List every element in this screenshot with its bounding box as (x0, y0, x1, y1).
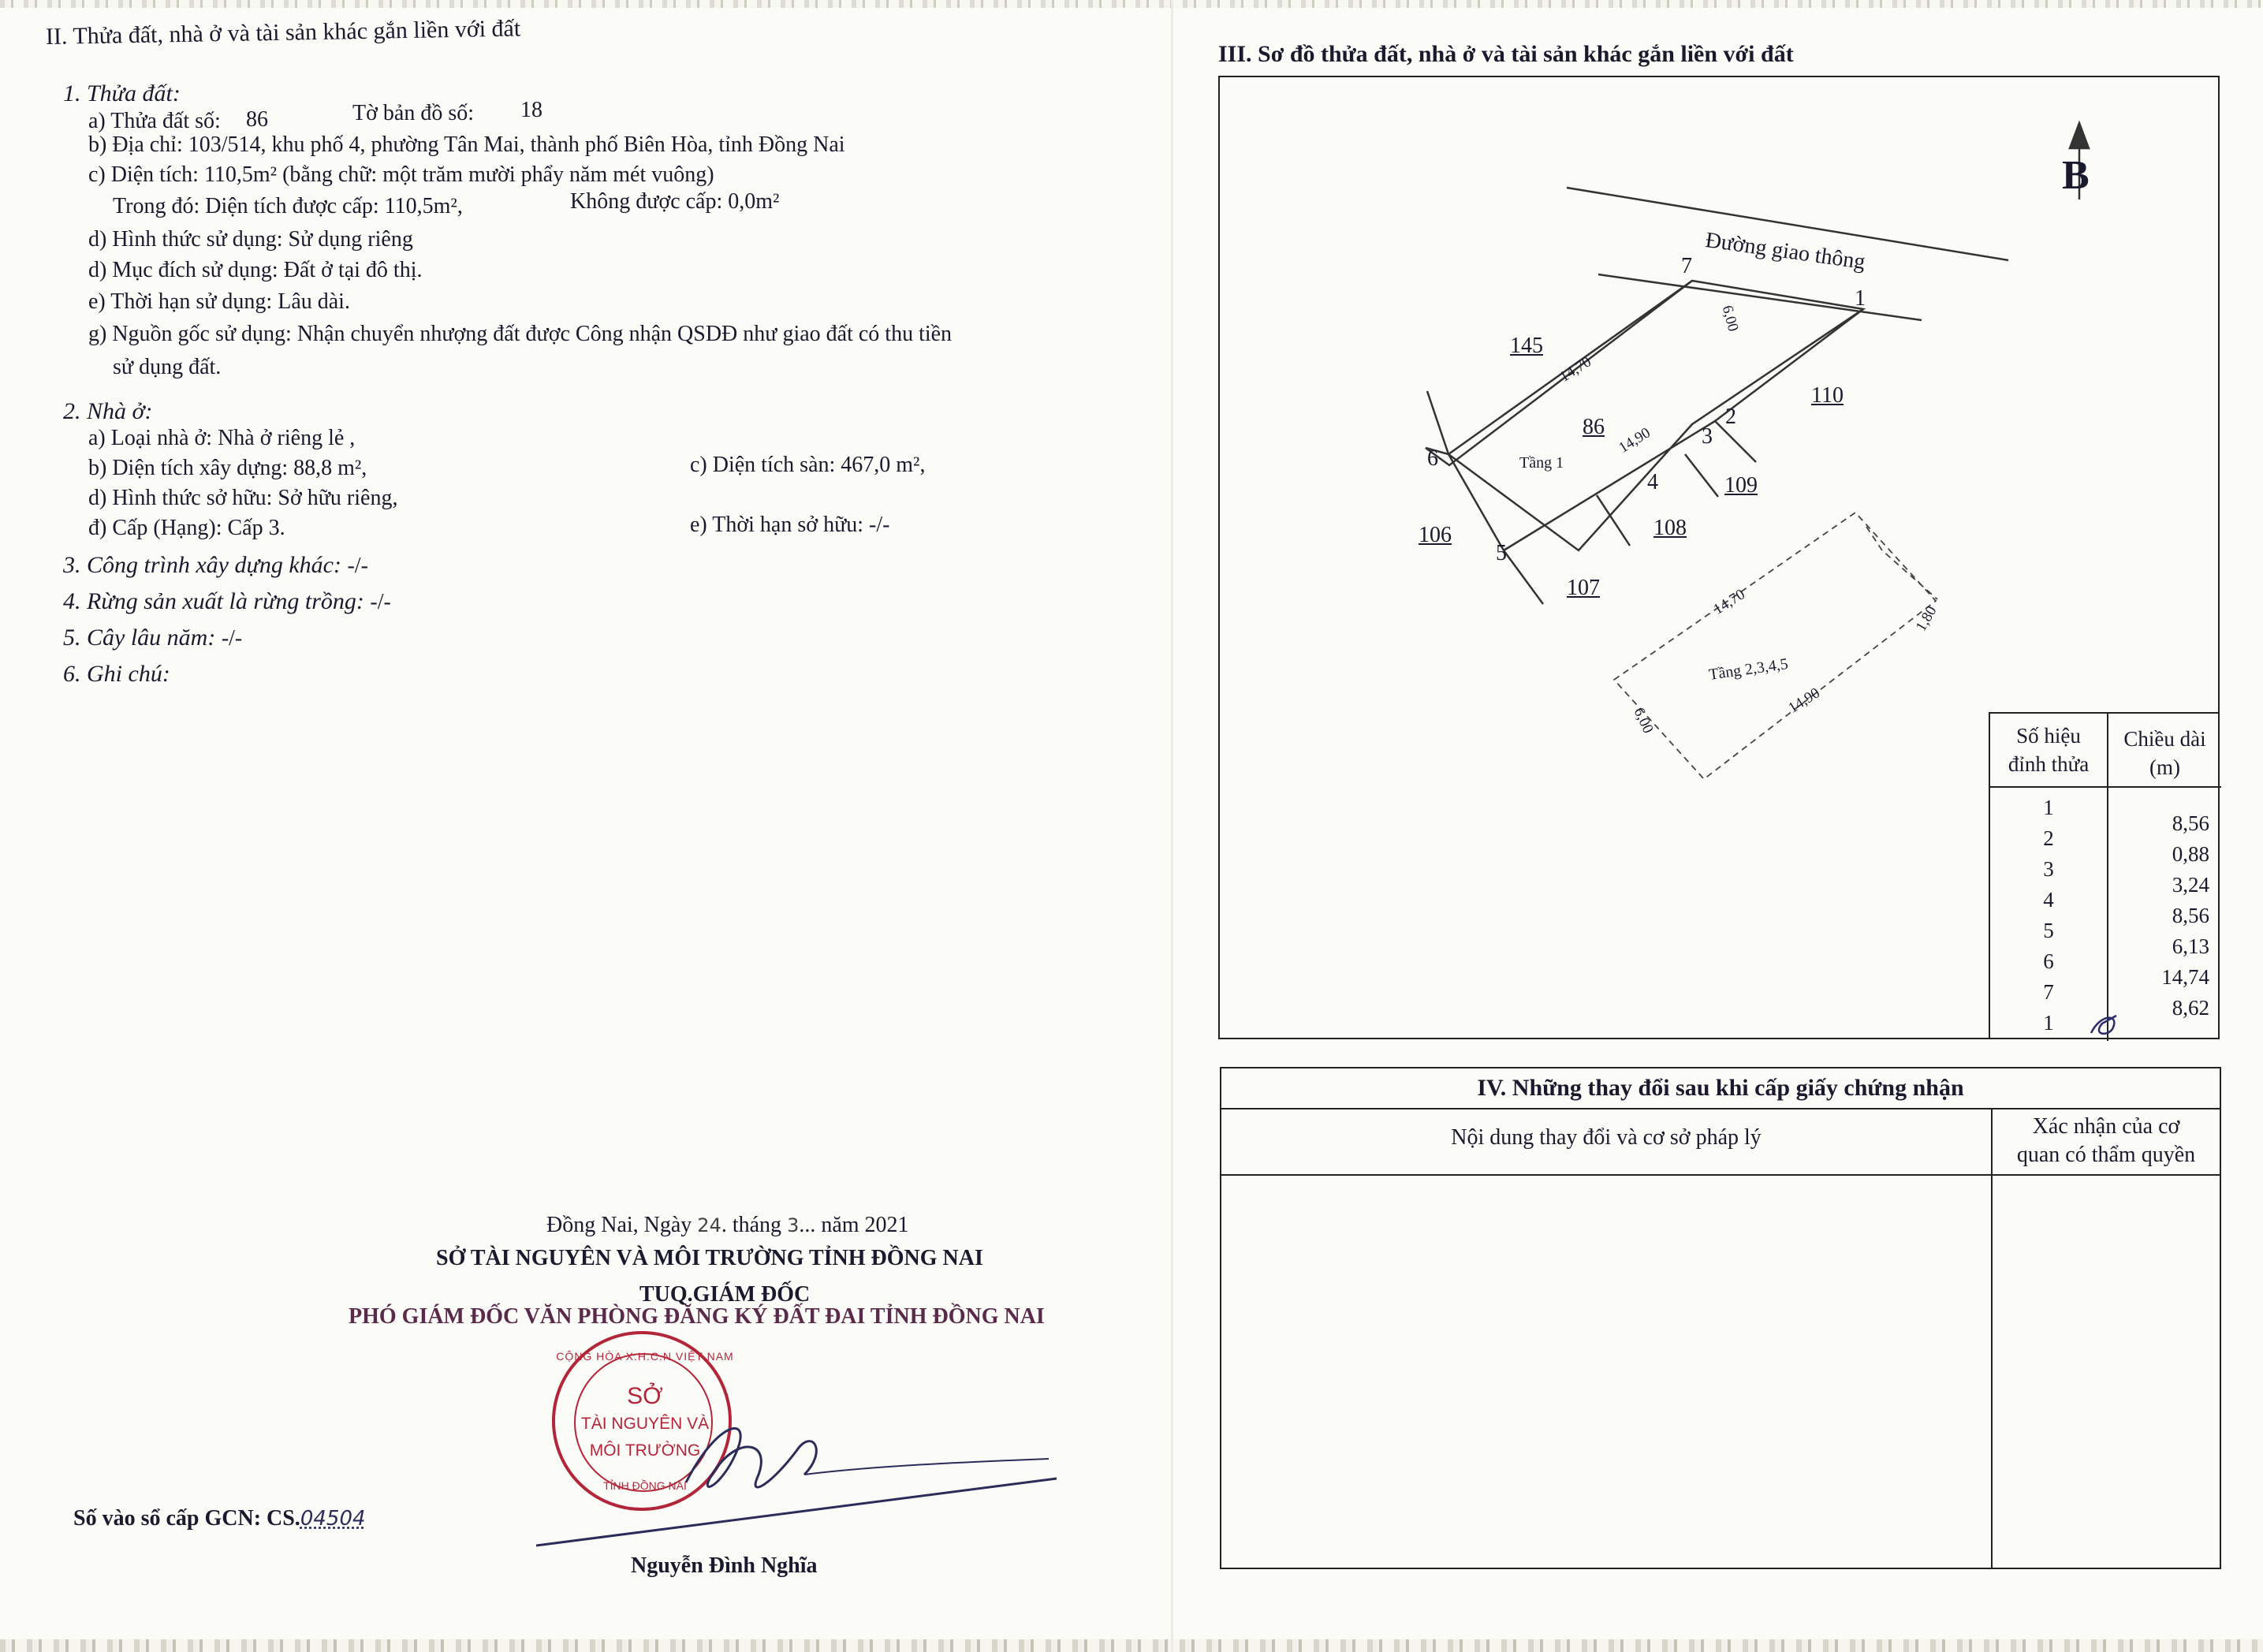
changes-col-divider (1991, 1108, 1993, 1568)
date-prefix: Đồng Nai, Ngày (546, 1213, 692, 1237)
boundary-stub-107-108 (1597, 495, 1630, 546)
house-build-area: b) Diện tích xây dựng: 88,8 m², (88, 456, 367, 480)
table-row-pt: 5 (2043, 919, 2054, 942)
vertex-4: 4 (1647, 470, 1658, 494)
issuing-org: SỞ TÀI NGUYÊN VÀ MÔI TRƯỜNG TỈNH ĐỒNG NAI (436, 1246, 983, 1270)
perennial-trees (63, 625, 242, 651)
stamp-outer-text: CỘNG HÒA X.H.C.N VIỆT NAM (556, 1350, 734, 1363)
paper-bottom-edge (0, 1639, 2263, 1652)
house-type: a) Loại nhà ở: Nhà ở riêng lẻ , (88, 426, 356, 450)
table-row-len: 0,88 (2172, 842, 2209, 866)
usage-origin-cont: sử dụng đất. (113, 355, 222, 379)
changes-col-confirm-l2: quan có thẩm quyền (2016, 1143, 2196, 1167)
changes-col-confirm-l1: Xác nhận của cơ (2032, 1114, 2180, 1139)
registry-label: Số vào sổ cấp GCN: CS. (73, 1506, 300, 1531)
date-day: 24 (697, 1214, 721, 1236)
vertex-1: 1 (1855, 286, 1866, 311)
issue-date: Đồng Nai, Ngày 24. tháng 3... năm 2021 (546, 1213, 909, 1237)
house-floor-area: c) Diện tích sàn: 467,0 m², (690, 453, 926, 477)
registry-number (73, 1506, 366, 1531)
perennial-trees-label: 5. Cây lâu năm: (63, 625, 216, 651)
parcel-heading: 1. Thửa đất: (63, 80, 181, 106)
house-heading: 2. Nhà ở: (63, 398, 153, 424)
table-row-len: 14,74 (2161, 965, 2209, 989)
usage-purpose: d) Mục đích sử dụng: Đất ở tại đô thị. (88, 258, 423, 282)
neighbor-110: 110 (1811, 383, 1844, 408)
stamp-line2: TÀI NGUYÊN VÀ (580, 1415, 710, 1433)
north-symbol: B (2062, 153, 2090, 198)
parcel-number-label-map: 86 (1583, 415, 1605, 439)
vertex-5: 5 (1496, 541, 1507, 565)
table-row-pt: 2 (2043, 826, 2054, 850)
table-row-len: 8,62 (2172, 996, 2209, 1020)
table-header-length-l1: Chiều dài (2123, 727, 2206, 751)
neighbor-108: 108 (1653, 516, 1687, 540)
vertex-3: 3 (1702, 424, 1713, 449)
usage-term: e) Thời hạn sử dụng: Lâu dài. (88, 289, 350, 314)
parcel-86-outline (1426, 281, 1863, 550)
table-header-vertex-l2: đỉnh thửa (2008, 752, 2090, 776)
registry-value: 04504 (300, 1507, 366, 1531)
table-row-len: 3,24 (2172, 873, 2209, 897)
table-header-length (2108, 725, 2221, 781)
parcel-address: b) Địa chỉ: 103/514, khu phố 4, phường Tân Mai, thành phố Biên Hòa, tỉnh Đồng Nai (88, 132, 845, 157)
neighbor-145: 145 (1510, 334, 1543, 358)
vertex-7: 7 (1681, 254, 1692, 278)
map-sheet-label: Tờ bản đồ số: (352, 101, 475, 125)
table-row-pt: 1 (2043, 796, 2054, 819)
table-row-len: 8,56 (2172, 811, 2209, 835)
section-title-land: II. Thửa đất, nhà ở và tài sản khác gắn liền với đất (45, 15, 521, 50)
north-arrow-head (2070, 123, 2089, 148)
usage-origin: g) Nguồn gốc sử dụng: Nhận chuyển nhượng đất được Công nhận QSDĐ như giao đất có thu tiền (88, 322, 953, 346)
table-header-length-l2: (m) (2149, 755, 2180, 779)
vertex-length-table (1989, 712, 2220, 1039)
table-row-len: 6,13 (2172, 934, 2209, 958)
planted-forest-value: -/- (370, 590, 391, 614)
dim-upper-back: 6,00 (1630, 705, 1657, 737)
dim-right-side: 14,90 (1616, 424, 1653, 457)
parcel-area: c) Diện tích: 110,5m² (bằng chữ: một trăm mười phẩy năm mét vuông) (88, 162, 714, 187)
table-header-line (1990, 786, 2221, 788)
date-year: năm 2021 (821, 1213, 909, 1237)
changes-header-line (1221, 1174, 2220, 1176)
house-grade: đ) Cấp (Hạng): Cấp 3. (88, 516, 285, 540)
paper-top-edge (0, 0, 2263, 8)
table-row-pt: 1 (2043, 1011, 2054, 1035)
changes-col-content: Nội dung thay đổi và cơ sở pháp lý (1451, 1125, 1762, 1150)
table-row-pt: 7 (2043, 980, 2054, 1004)
signature-mark (536, 1404, 1072, 1561)
other-works (63, 552, 368, 579)
notes-label: 6. Ghi chú: (63, 661, 170, 687)
house-ownership: d) Hình thức sở hữu: Sở hữu riêng, (88, 486, 398, 510)
sketch-frame (1218, 76, 2220, 1039)
parcel-area-granted: Trong đó: Diện tích được cấp: 110,5m², (113, 194, 463, 218)
table-row-pt: 4 (2043, 888, 2054, 912)
perennial-trees-value: -/- (221, 626, 243, 651)
on-behalf-title: TUQ.GIÁM ĐỐC (639, 1282, 811, 1307)
planted-forest-label: 4. Rừng sản xuất là rừng trồng: (63, 588, 364, 614)
neighbor-106: 106 (1419, 523, 1452, 547)
dim-upper-right: 14,90 (1785, 684, 1823, 717)
map-sheet-value: 18 (520, 98, 542, 122)
neighbor-109: 109 (1724, 473, 1758, 498)
stamp-bottom-text: TỈNH ĐỒNG NAI (603, 1479, 687, 1492)
date-month-label: tháng (732, 1213, 782, 1237)
stamp-line1: SỞ (627, 1383, 663, 1409)
table-header-vertex-l1: Số hiệu (2016, 724, 2081, 748)
parcel-edge-6-5 (1448, 454, 1504, 550)
upper-floors-offset (1866, 527, 1937, 599)
parcel-number-value: 86 (246, 107, 268, 132)
table-row-pt: 6 (2043, 949, 2054, 973)
initials-mark (2085, 1009, 2132, 1041)
other-works-label: 3. Công trình xây dựng khác: (63, 552, 341, 578)
other-works-value: -/- (347, 554, 368, 578)
upper-floors-outline (1614, 513, 1936, 779)
boundary-stub-106-107 (1504, 550, 1543, 604)
deputy-title: PHÓ GIÁM ĐỐC VĂN PHÒNG ĐĂNG KÝ ĐẤT ĐAI TỈNH ĐỒNG NAI (349, 1304, 1045, 1329)
page-fold (1171, 0, 1173, 1652)
neighbor-107: 107 (1567, 576, 1600, 600)
parcel-area-not-granted: Không được cấp: 0,0m² (570, 189, 780, 214)
boundary-stub-106-145 (1427, 391, 1448, 454)
boundary-stub-108-109 (1685, 454, 1718, 497)
changes-title-line (1221, 1108, 2220, 1109)
dim-front: 6,00 (1718, 304, 1742, 334)
dim-upper-offset: 1,80 (1912, 603, 1941, 635)
house-ownership-term: e) Thời hạn sở hữu: -/- (690, 513, 890, 537)
floor1-label: Tầng 1 (1519, 454, 1564, 472)
road-label: Đường giao thông (1703, 227, 1867, 275)
table-row-pt: 3 (2043, 857, 2054, 881)
sketch-title: III. Sơ đồ thửa đất, nhà ở và tài sản khác gắn liền với đất (1218, 41, 1794, 67)
vertex-2: 2 (1725, 405, 1736, 429)
upper-floors-label: Tầng 2,3,4,5 (1707, 655, 1790, 684)
parcel-number-label: a) Thửa đất số: (88, 109, 221, 133)
dim-left-side: 14,70 (1557, 353, 1594, 386)
table-header-vertex (1990, 722, 2107, 778)
dim-upper-left: 14,70 (1710, 586, 1748, 618)
vertex-6: 6 (1427, 446, 1438, 471)
usage-form: d) Hình thức sử dụng: Sử dụng riêng (88, 227, 413, 252)
stamp-line3: MÔI TRƯỜNG (589, 1441, 701, 1460)
changes-table (1220, 1067, 2221, 1569)
signer-name: Nguyễn Đình Nghĩa (631, 1553, 818, 1578)
planted-forest (63, 588, 391, 615)
changes-title: IV. Những thay đổi sau khi cấp giấy chứng nhận (1477, 1075, 1964, 1101)
table-row-len: 8,56 (2172, 904, 2209, 927)
date-month: 3 (787, 1214, 800, 1236)
